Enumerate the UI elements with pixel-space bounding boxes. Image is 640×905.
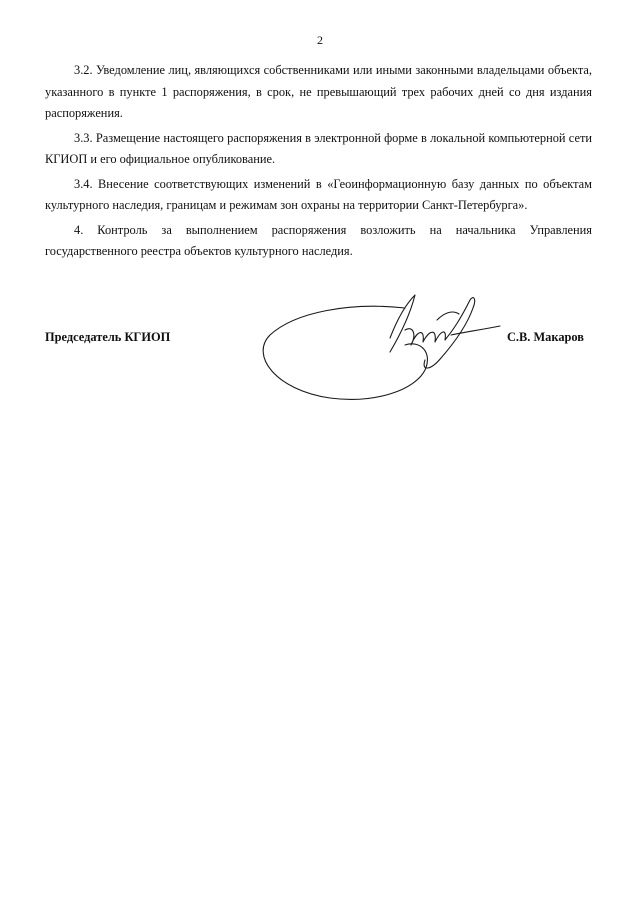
page-number: 2 <box>317 33 323 47</box>
paragraph-3-2: 3.2. Уведомление лиц, являющихся собственниками или иными законными владельцами объекта, указанного в пункте 1 распоряжения, в срок, не превышающий трех рабочих дней со дня издания распоряжения. <box>45 63 592 120</box>
paragraph-3-3: 3.3. Размещение настоящего распоряжения в электронной форме в локальной компьютерной сети КГИОП и его официальное опубликование. <box>45 130 592 166</box>
handwritten-signature <box>255 290 555 410</box>
signature-block <box>0 290 640 430</box>
signer-name: С.В. Макаров <box>506 330 584 344</box>
document-body <box>45 60 592 266</box>
signer-title: Председатель КГИОП <box>45 330 171 344</box>
paragraph-4: 4. Контроль за выполнением распоряжения возложить на начальника Управления государственного реестра объектов культурного наследия. <box>45 222 592 258</box>
paragraph-3-4: 3.4. Внесение соответствующих изменений в «Геоинформационную базу данных по объектам культурного наследия, границам и режимам зон охраны на территории Санкт-Петербурга». <box>45 176 592 212</box>
